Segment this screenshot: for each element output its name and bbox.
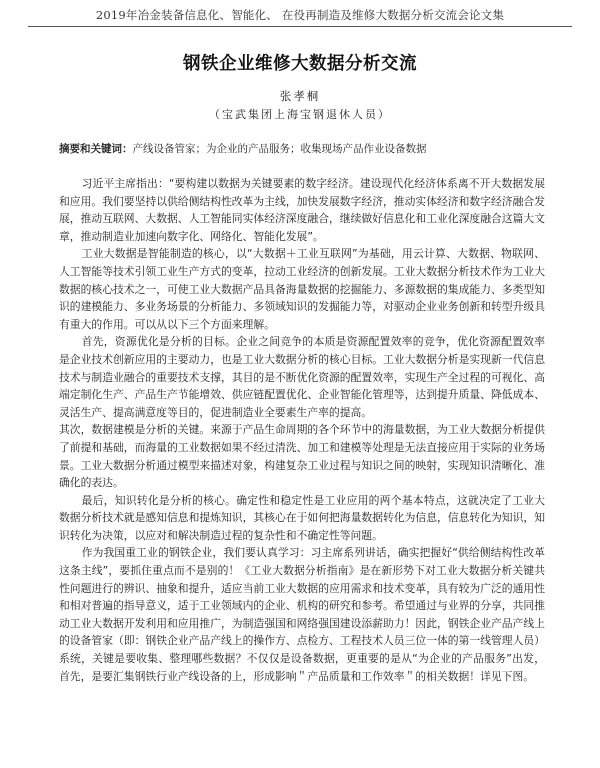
header-rule: [28, 26, 572, 27]
paragraph-3: 首先，资源优化是分析的目标。企业之间竞争的本质是资源配置效率的竞争，优化资源配置效率是企业技术创新应用的主要动力，也是工业大数据分析的核心目标。工业大数据分析是实现新一代信息技术与制造业融合的重要技术支撑，其目的是不断优化资源的配置效率，实现生产全过程的可视化、高端定制化生产、产品生产节能增效、供应链配置优化、企业智能化管理等，达到提升质量、降低成本、灵活生产、提高满意度等目的，促进制造业全要素生产率的提高。: [59, 335, 545, 419]
author-affiliation: （宝武集团上海宝钢退休人员）: [209, 108, 391, 121]
paragraph-1: 习近平主席指出：“要构建以数据为关键要素的数字经济。建设现代化经济体系离不开大数据发展和应用。我们要坚持以供给侧结构性改革为主线，加快发展数字经济，推动实体经济和数字经济融合发展，推动互联网、大数据、人工智能同实体经济深度融合，继续做好信息化和工业化深度融合这篇大文章，推动制造业加速向数字化、网络化、智能化发展”。: [59, 177, 545, 243]
paragraph-6: 作为我国重工业的钢铁企业，我们要认真学习：习主席系列讲话，确实把握好“供给侧结构性改革这条主线”，要抓住重点而不是别的！《工业大数据分析指南》是在新形势下对工业大数据分析关键共性问题进行的辨识、抽象和提升，适应当前工业大数据的应用需求和技术变革，具有较为广泛的通用性和相对普遍的指导意义，适于工业领域内的企业、机构的研究和参考。希望通过与业界的分享，共同推动工业大数据开发利用和应用推广，为制造强国和网络强国建设添薪助力！因此，钢铁企业产品产线上的设备管家（即：钢铁企业产品产线上的操作方、点检方、工程技术人员三位一体的第一线管理人员）系统，关键是要收集、整理哪些数据？不仅仅是设备数据，更重要的是从“为企业的产品服务”出发，首先，是要汇集钢铁行业产线设备的上，形成影响＂产品质量和工作效率＂的相关数据！详见下图。: [59, 546, 545, 683]
keywords-label: 摘要和关键词：: [59, 143, 133, 155]
paragraph-4: 其次，数据建模是分析的关键。来源于产品生命周期的各个环节中的海量数据，为工业大数据分析提供了前提和基础，而海量的工业数据如果不经过清洗、加工和建模等处理是无法直接应用于实际的业务场景。工业大数据分析通过模型来描述对象，构建复杂工业过程与知识之间的映射，实现知识清晰化、准确化的表达。: [59, 423, 545, 490]
paper-title: 钢铁企业维修大数据分析交流: [183, 54, 417, 74]
body-text: [59, 175, 545, 685]
abstract-keywords: [59, 141, 579, 156]
keywords-text: 产线设备管家；为企业的产品服务；收集现场产品作业设备数据: [132, 143, 427, 155]
paragraph-2: 工业大数据是智能制造的核心，以“大数据＋工业互联网”为基础，用云计算、大数据、物联网、人工智能等技术引领工业生产方式的变革，拉动工业经济的创新发展。工业大数据分析技术作为工业大数据的核心技术之一，可使工业大数据产品具备海量数据的挖掘能力、多源数据的集成能力、多类型知识的建模能力、多业务场景的分析能力、多领域知识的发掘能力等，对驱动企业业务创新和转型升级具有重大的作用。可以从以下三个方面来理解。: [59, 247, 545, 331]
paragraph-5: 最后，知识转化是分析的核心。确定性和稳定性是工业应用的两个基本特点，这就决定了工业大数据分析技术就是感知信息和提炼知识，其核心在于如何把海量数据转化为信息，信息转化为知识，知识转化为决策，以应对和解决制造过程的复杂性和不确定性等问题。: [59, 493, 545, 542]
running-header: 2019年冶金装备信息化、智能化、 在役再制造及维修大数据分析交流会论文集: [95, 8, 505, 22]
author-name: 张孝桐: [279, 89, 321, 103]
